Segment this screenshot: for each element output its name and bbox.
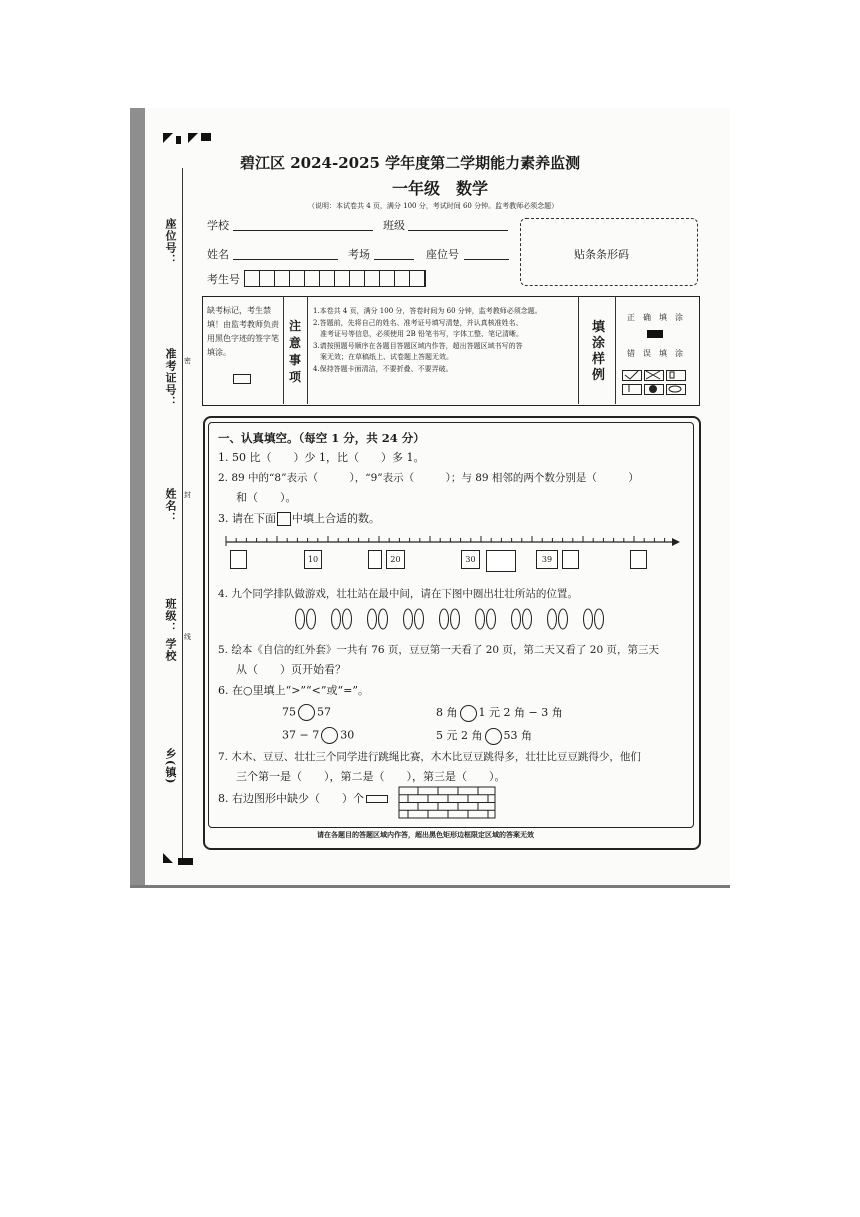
corner-mark-icon xyxy=(176,136,181,144)
cut-mark-mi: 密 xyxy=(184,357,191,365)
side-label-name: 姓名： xyxy=(164,488,177,524)
corner-mark-icon xyxy=(188,133,198,143)
compare-circle[interactable] xyxy=(321,727,338,744)
numberline-label-30: 30 xyxy=(465,555,476,564)
footprints-row xyxy=(290,604,620,634)
absent-text: 缺考标记，考生禁填！由监考教师负责用黑色字迹的签字笔填涂。 xyxy=(207,306,279,357)
wrong-fill-marks xyxy=(622,370,686,394)
footprint-icon[interactable] xyxy=(584,609,593,629)
exam-no-boxes[interactable] xyxy=(244,270,424,286)
cut-mark-xian: 线 xyxy=(184,633,191,641)
footprint-icon[interactable] xyxy=(548,609,557,629)
footprint-icon[interactable] xyxy=(451,609,460,629)
number-line-label-box xyxy=(536,550,558,569)
number-line-answer-box[interactable] xyxy=(486,550,516,572)
compare-circle[interactable] xyxy=(485,728,502,745)
exam-no-grid xyxy=(244,270,426,287)
barcode-label: 贴条条形码 xyxy=(574,248,629,261)
question-1: 1. 50 比（ ）少 1，比（ ）多 1。 xyxy=(218,451,425,464)
number-line-label-box xyxy=(304,550,322,569)
number-line-answer-box[interactable] xyxy=(630,550,647,569)
compare-right: 53 角 xyxy=(503,729,532,742)
brick-icon xyxy=(366,795,388,803)
notice-divider xyxy=(283,296,284,404)
class-field[interactable] xyxy=(408,230,508,231)
footprint-icon[interactable] xyxy=(487,609,496,629)
compare-circle[interactable] xyxy=(298,704,315,721)
room-label: 考场 xyxy=(348,248,370,261)
notice-lines xyxy=(313,306,575,375)
footprint-icon[interactable] xyxy=(404,609,413,629)
footprint-icon[interactable] xyxy=(343,609,352,629)
number-line-answer-box[interactable] xyxy=(562,550,579,569)
footprint-icon[interactable] xyxy=(368,609,377,629)
compare-left: 75 xyxy=(282,705,296,719)
absent-mark-box[interactable] xyxy=(233,374,251,384)
fill-wrong-label: 错 误 填 涂 xyxy=(627,349,683,358)
corner-mark-icon xyxy=(163,133,173,143)
answer-footer: 请在各题目的答题区域内作答，超出黑色矩形边框限定区域的答案无效 xyxy=(317,830,534,839)
notice-divider xyxy=(578,296,579,404)
compare-right: 57 xyxy=(317,705,331,719)
number-line-answer-box[interactable] xyxy=(230,550,247,569)
footprint-icon[interactable] xyxy=(379,609,388,629)
question-8 xyxy=(218,790,388,806)
compare-right: 1 元 2 角 − 3 角 xyxy=(478,706,563,719)
question-7-line-2: 三个第一是（ ），第二是（ ），第三是（ ）。 xyxy=(236,770,506,783)
brick-wall-figure xyxy=(398,786,498,820)
question-4: 4. 九个同学排队做游戏，壮壮站在最中间，请在下图中圈出壮壮所站的位置。 xyxy=(218,588,578,600)
fill-example-label: 填涂样例 xyxy=(592,320,606,383)
number-line-answer-box[interactable] xyxy=(368,550,382,569)
section-title: 一、认真填空。（每空 1 分，共 24 分） xyxy=(218,431,425,445)
number-line xyxy=(222,532,682,562)
corner-mark-icon xyxy=(163,853,173,863)
compare-item-4 xyxy=(436,727,532,745)
compare-item-3 xyxy=(282,727,354,744)
cut-mark-feng: 封 xyxy=(184,491,191,499)
footprint-icon[interactable] xyxy=(512,609,521,629)
seat-field[interactable] xyxy=(464,259,509,260)
footprint-icon[interactable] xyxy=(296,609,305,629)
question-3 xyxy=(218,510,380,526)
compare-item-1 xyxy=(282,704,331,721)
footprint-icon[interactable] xyxy=(595,609,604,629)
numberline-label-39: 39 xyxy=(541,555,553,564)
notice-divider xyxy=(615,296,616,404)
footprint-icon[interactable] xyxy=(307,609,316,629)
footprint-icon[interactable] xyxy=(332,609,341,629)
exam-note: （说明：本试卷共 4 页，满分 100 分，考试时间 60 分钟。监考教师必须念题） xyxy=(308,202,559,210)
exam-subtitle: 一年级 数学 xyxy=(392,179,489,198)
notice-label: 注意事项 xyxy=(289,319,302,384)
compare-right: 30 xyxy=(340,728,355,742)
footprint-icon[interactable] xyxy=(559,609,568,629)
notice-line: 2.答题前，先将自己的姓名、准考证号填写清楚，并认真核准姓名、 xyxy=(313,318,523,327)
class-label: 班级 xyxy=(383,219,405,232)
notice-divider xyxy=(307,296,308,404)
binding-line xyxy=(182,168,183,858)
name-field[interactable] xyxy=(233,259,338,260)
footprint-icon[interactable] xyxy=(523,609,532,629)
question-8-text: 8. 右边图形中缺少（ ）个 xyxy=(218,792,364,805)
question-2-line-1: 2. 89 中的“8”表示（ ），“9”表示（ ）；与 89 相邻的两个数分别是（ ） xyxy=(218,472,639,484)
question-3-text-pre: 3. 请在下面 xyxy=(218,512,276,525)
numberline-label-10: 10 xyxy=(307,555,319,564)
footprint-icon[interactable] xyxy=(440,609,449,629)
compare-left: 8 角 xyxy=(436,706,458,719)
notice-line: 1.本卷共 4 页，满分 100 分，答卷时间为 60 分钟，监考教师必须念题。 xyxy=(313,307,542,315)
question-5-line-2: 从（ ）页开始看？ xyxy=(236,663,346,676)
corner-mark-icon xyxy=(201,133,211,141)
side-label-seat: 座位号： xyxy=(164,218,177,266)
school-label: 学校 xyxy=(207,219,229,232)
question-7-line-1: 7. 木木、豆豆、壮壮三个同学进行跳绳比赛，木木比豆豆跳得多，壮壮比豆豆跳得少，他们 xyxy=(218,751,641,763)
correct-fill-mark xyxy=(647,330,663,338)
notice-line: 案无效；在草稿纸上、试卷题上答题无效。 xyxy=(313,353,453,361)
room-field[interactable] xyxy=(374,259,414,260)
question-5-line-1: 5. 绘本《自信的红外套》一共有 76 页，豆豆第一天看了 20 页，第二天又看了 20 页，第三天 xyxy=(218,644,659,656)
school-field[interactable] xyxy=(233,230,373,231)
exam-title: 碧江区 2024-2025 学年度第二学期能力素养监测 xyxy=(240,154,581,172)
number-line-label-box xyxy=(461,550,480,569)
footprint-icon[interactable] xyxy=(476,609,485,629)
question-3-text-post: 中填上合适的数。 xyxy=(292,512,380,525)
compare-left: 5 元 2 角 xyxy=(436,729,483,742)
question-6: 6. 在○里填上“>”“<”或“=”。 xyxy=(218,684,369,697)
footprint-icon[interactable] xyxy=(415,609,424,629)
compare-left: 37 − 7 xyxy=(282,728,320,742)
question-2-line-2: 和（ ）。 xyxy=(236,491,297,504)
side-label-town: 乡(镇) xyxy=(164,748,177,785)
side-label-admission: 准考证号： xyxy=(164,348,177,408)
exam-sheet-photo xyxy=(130,108,730,888)
notice-line: 3.请按照题号顺序在各题目答题区域内作答，超出答题区域书写的答 xyxy=(313,341,523,350)
question-3-box-icon xyxy=(277,512,291,526)
exam-no-label: 考生号 xyxy=(207,273,240,286)
fill-correct-label: 正 确 填 涂 xyxy=(627,313,683,322)
side-label-class: 班级： xyxy=(164,598,177,634)
seat-label: 座位号 xyxy=(426,248,459,261)
scan-bottom-edge xyxy=(130,885,730,888)
number-line-label-box xyxy=(386,550,405,569)
side-label-school: 学校 xyxy=(164,638,177,662)
corner-mark-icon xyxy=(178,858,193,865)
scan-edge-bar xyxy=(130,108,145,888)
numberline-label-20: 20 xyxy=(390,555,401,564)
notice-line: 准考证号等信息，必须使用 2B 铅笔书写，字体工整、笔记清晰。 xyxy=(313,330,524,338)
name-label: 姓名 xyxy=(207,248,229,261)
compare-circle[interactable] xyxy=(460,705,477,722)
compare-item-2 xyxy=(436,704,563,722)
notice-line: 4.保持答题卡面清洁，不要折叠、不要弄破。 xyxy=(313,364,453,373)
